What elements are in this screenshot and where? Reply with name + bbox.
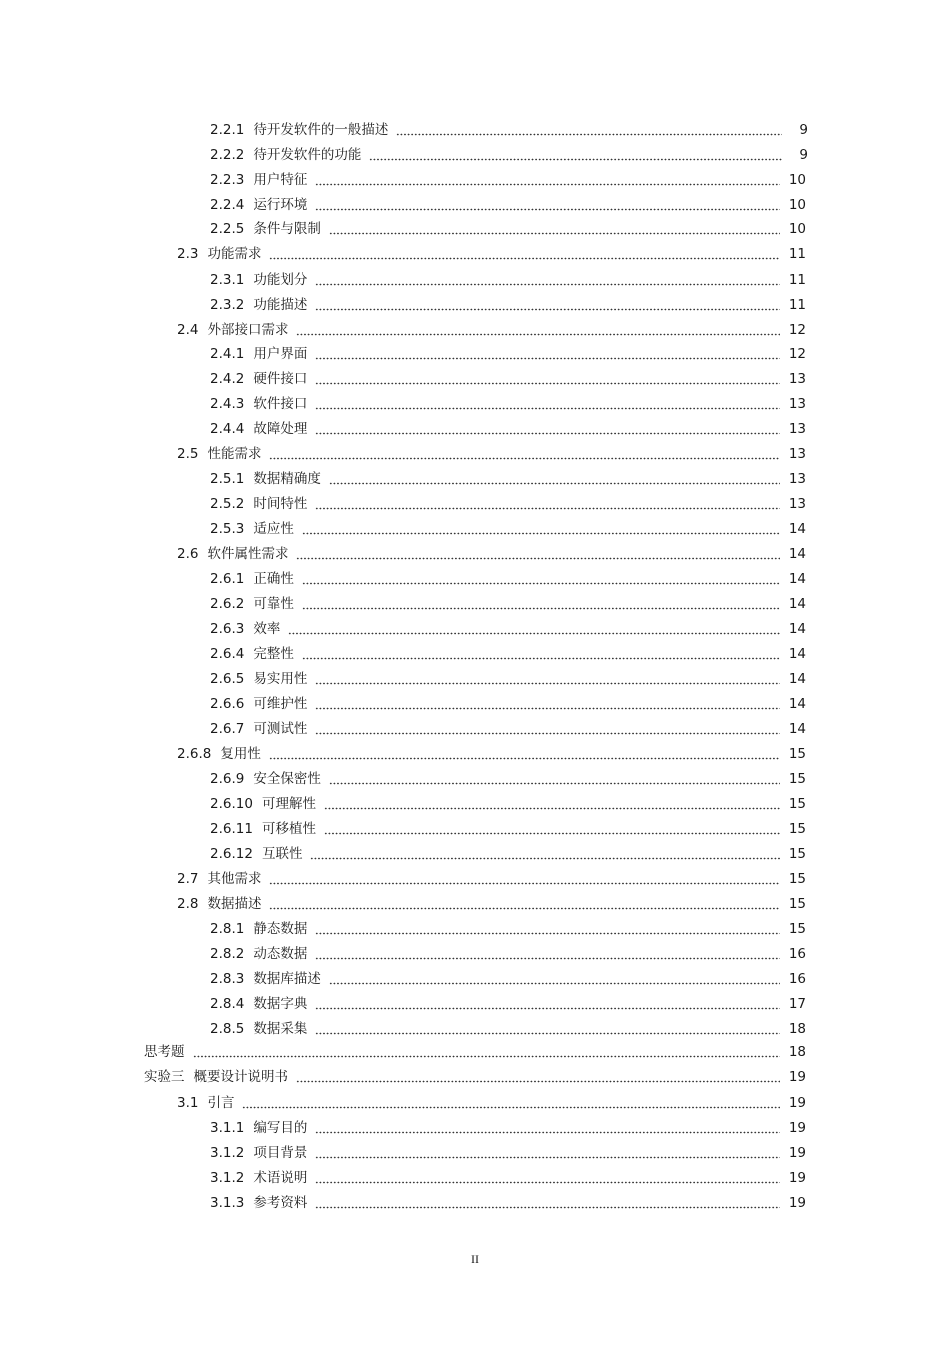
toc-entry-title: 数据采集 — [253, 1021, 308, 1037]
toc-entry[interactable] — [210, 620, 806, 638]
toc-entry-number: 2.6.11 — [210, 821, 253, 837]
toc-entry-page: 18 — [788, 1021, 806, 1037]
toc-entry-page: 14 — [788, 521, 806, 537]
toc-dot-leader — [302, 596, 780, 610]
toc-entry[interactable] — [210, 470, 806, 488]
toc-dot-leader — [315, 1120, 780, 1134]
toc-dot-leader — [315, 172, 780, 186]
toc-entry-page: 9 — [799, 122, 808, 138]
toc-entry[interactable] — [210, 770, 806, 788]
toc-dot-leader — [315, 921, 780, 935]
toc-entry-number: 2.2.4 — [210, 197, 245, 213]
toc-entry-number: 2.3 — [177, 246, 199, 262]
toc-dot-leader — [315, 996, 780, 1010]
toc-entry-page: 13 — [788, 371, 806, 387]
toc-entry-number: 2.8.2 — [210, 946, 245, 962]
toc-entry-page: 14 — [788, 546, 806, 562]
toc-dot-leader — [315, 421, 780, 435]
toc-entry-number: 2.6.4 — [210, 646, 245, 662]
toc-entry-number: 3.1.2 — [210, 1170, 245, 1186]
toc-entry-page: 15 — [788, 821, 806, 837]
toc-entry-number: 2.8.5 — [210, 1021, 245, 1037]
toc-entry-page: 15 — [788, 871, 806, 887]
toc-entry-page: 19 — [788, 1069, 806, 1085]
toc-dot-leader — [315, 1195, 780, 1209]
toc-entry-number: 2.2.3 — [210, 172, 245, 188]
toc-entry-page: 13 — [788, 396, 806, 412]
toc-dot-leader — [315, 346, 780, 360]
toc-entry[interactable] — [210, 595, 806, 613]
toc-entry-page: 11 — [788, 246, 806, 262]
toc-entry[interactable] — [210, 945, 806, 963]
toc-entry-number: 2.2.2 — [210, 147, 245, 163]
toc-entry[interactable] — [177, 545, 806, 563]
toc-entry[interactable] — [210, 1169, 806, 1187]
toc-entry-page: 19 — [788, 1170, 806, 1186]
toc-entry-title: 术语说明 — [253, 1170, 308, 1186]
toc-entry[interactable] — [210, 196, 806, 214]
toc-entry-title: 安全保密性 — [253, 771, 321, 787]
toc-entry-number: 2.6.2 — [210, 596, 245, 612]
toc-entry-page: 14 — [788, 646, 806, 662]
toc-entry-number: 2.8.3 — [210, 971, 245, 987]
toc-entry[interactable] — [177, 445, 806, 463]
toc-entry-number: 2.8 — [177, 896, 199, 912]
toc-dot-leader — [310, 846, 780, 860]
toc-entry-page: 16 — [788, 946, 806, 962]
toc-entry-title: 适应性 — [253, 521, 294, 537]
toc-entry-number: 2.6.6 — [210, 696, 245, 712]
toc-entry-number: 2.6.9 — [210, 771, 245, 787]
toc-entry[interactable] — [210, 670, 806, 688]
toc-entry[interactable] — [210, 370, 806, 388]
toc-entry-title: 其他需求 — [207, 871, 262, 887]
toc-entry[interactable] — [210, 121, 808, 139]
toc-dot-leader — [269, 246, 780, 260]
toc-dot-leader — [315, 272, 780, 286]
toc-entry-page: 14 — [788, 671, 806, 687]
toc-entry[interactable] — [177, 321, 806, 339]
toc-entry[interactable] — [210, 1144, 806, 1162]
toc-entry-title: 条件与限制 — [253, 221, 321, 237]
toc-entry-number: 2.5 — [177, 446, 199, 462]
toc-entry-title: 运行环境 — [253, 197, 308, 213]
toc-entry-page: 12 — [788, 322, 806, 338]
toc-dot-leader — [315, 396, 780, 410]
toc-entry[interactable] — [210, 495, 806, 513]
toc-dot-leader — [288, 621, 780, 635]
toc-entry-number: 2.2.5 — [210, 221, 245, 237]
toc-entry[interactable] — [177, 745, 806, 763]
toc-entry-title: 外部接口需求 — [207, 322, 289, 338]
toc-entry-page: 13 — [788, 446, 806, 462]
toc-entry-title: 动态数据 — [253, 946, 308, 962]
toc-dot-leader — [315, 297, 780, 311]
toc-entry[interactable] — [210, 146, 808, 164]
toc-entry[interactable] — [210, 970, 806, 988]
toc-entry-page: 15 — [788, 846, 806, 862]
toc-entry-number: 2.6.3 — [210, 621, 245, 637]
toc-entry-number: 2.4.2 — [210, 371, 245, 387]
toc-entry-title: 概要设计说明书 — [193, 1069, 288, 1085]
toc-entry-page: 14 — [788, 596, 806, 612]
toc-entry[interactable] — [210, 1194, 806, 1212]
toc-dot-leader — [315, 696, 780, 710]
toc-entry-number: 2.5.3 — [210, 521, 245, 537]
toc-entry-page: 13 — [788, 496, 806, 512]
toc-entry[interactable] — [177, 895, 806, 913]
toc-entry-title: 引言 — [207, 1095, 235, 1111]
toc-entry-title: 数据描述 — [207, 896, 262, 912]
toc-dot-leader — [269, 746, 780, 760]
toc-dot-leader — [324, 796, 780, 810]
toc-entry-number: 3.1 — [177, 1095, 199, 1111]
toc-dot-leader — [269, 446, 780, 460]
toc-dot-leader — [302, 646, 780, 660]
toc-entry[interactable] — [210, 520, 806, 538]
toc-entry-title: 可靠性 — [253, 596, 294, 612]
toc-entry-title: 完整性 — [253, 646, 294, 662]
toc-entry[interactable] — [210, 395, 806, 413]
toc-entry-page: 16 — [788, 971, 806, 987]
toc-entry-page: 14 — [788, 571, 806, 587]
toc-entry-page: 15 — [788, 896, 806, 912]
toc-entry-page: 19 — [788, 1145, 806, 1161]
toc-dot-leader — [315, 1170, 780, 1184]
toc-entry-page: 19 — [788, 1195, 806, 1211]
toc-dot-leader — [329, 221, 780, 235]
toc-dot-leader — [369, 147, 782, 161]
toc-entry-number: 2.4.1 — [210, 346, 245, 362]
toc-dot-leader — [324, 821, 780, 835]
toc-entry-title: 效率 — [253, 621, 281, 637]
toc-entry-number: 3.1.2 — [210, 1145, 245, 1161]
toc-entry[interactable] — [210, 220, 806, 238]
toc-entry-number: 2.8.1 — [210, 921, 245, 937]
toc-dot-leader — [315, 671, 780, 685]
toc-entry[interactable] — [210, 820, 806, 838]
toc-entry-number: 2.4.4 — [210, 421, 245, 437]
toc-entry-title: 正确性 — [253, 571, 294, 587]
toc-entry-page: 13 — [788, 471, 806, 487]
toc-entry-number: 2.3.1 — [210, 272, 245, 288]
toc-entry-number: 2.6 — [177, 546, 199, 562]
toc-dot-leader — [315, 1021, 780, 1035]
toc-entry-number: 2.4 — [177, 322, 199, 338]
toc-entry-number: 2.5.1 — [210, 471, 245, 487]
toc-entry-title: 编写目的 — [253, 1120, 308, 1136]
toc-entry-page: 13 — [788, 421, 806, 437]
toc-entry-number: 2.7 — [177, 871, 199, 887]
toc-entry-page: 15 — [788, 771, 806, 787]
toc-entry-title: 功能划分 — [253, 272, 308, 288]
toc-entry-title: 互联性 — [261, 846, 303, 862]
toc-entry-page: 17 — [788, 996, 806, 1012]
toc-entry-title: 软件接口 — [253, 396, 308, 412]
toc-entry[interactable] — [210, 345, 806, 363]
toc-entry-number: 实验三 — [144, 1069, 185, 1085]
toc-dot-leader — [315, 496, 780, 510]
toc-entry[interactable] — [210, 645, 806, 663]
toc-dot-leader — [193, 1044, 781, 1058]
toc-entry[interactable] — [210, 171, 806, 189]
toc-entry-number: 2.6.5 — [210, 671, 245, 687]
toc-entry-number: 2.8.4 — [210, 996, 245, 1012]
toc-entry-title: 时间特性 — [253, 496, 308, 512]
toc-entry-number: 2.5.2 — [210, 496, 245, 512]
toc-entry-title: 可移植性 — [261, 821, 316, 837]
toc-dot-leader — [396, 122, 782, 136]
toc-entry-title: 软件属性需求 — [207, 546, 289, 562]
toc-entry-title: 可理解性 — [261, 796, 316, 812]
toc-entry-title: 功能需求 — [207, 246, 262, 262]
toc-dot-leader — [315, 371, 780, 385]
toc-entry-page: 15 — [788, 796, 806, 812]
toc-entry-title: 硬件接口 — [253, 371, 308, 387]
toc-entry-number: 3.1.3 — [210, 1195, 245, 1211]
toc-entry-page: 10 — [788, 172, 806, 188]
toc-entry[interactable] — [210, 845, 806, 863]
toc-entry-title: 用户界面 — [253, 346, 308, 362]
toc-entry-page: 14 — [788, 721, 806, 737]
toc-entry[interactable] — [210, 795, 806, 813]
toc-entry-title: 数据字典 — [253, 996, 308, 1012]
toc-entry-number: 2.6.7 — [210, 721, 245, 737]
toc-dot-leader — [329, 971, 780, 985]
toc-dot-leader — [315, 721, 780, 735]
toc-entry-page: 11 — [788, 272, 806, 288]
toc-entry-title: 静态数据 — [253, 921, 308, 937]
toc-entry[interactable] — [177, 245, 806, 263]
toc-entry-page: 19 — [788, 1120, 806, 1136]
toc-dot-leader — [302, 521, 780, 535]
toc-entry[interactable] — [210, 296, 806, 314]
toc-entry-number: 2.4.3 — [210, 396, 245, 412]
toc-entry-title: 功能描述 — [253, 297, 308, 313]
toc-entry-number: 3.1.1 — [210, 1120, 245, 1136]
toc-entry-number: 2.6.12 — [210, 846, 253, 862]
toc-entry[interactable] — [210, 995, 806, 1013]
toc-entry-title: 参考资料 — [253, 1195, 308, 1211]
toc-entry[interactable] — [177, 870, 806, 888]
toc-entry-page: 18 — [788, 1044, 806, 1060]
toc-entry-page: 15 — [788, 746, 806, 762]
toc-dot-leader — [315, 946, 780, 960]
toc-dot-leader — [329, 771, 780, 785]
toc-dot-leader — [296, 546, 780, 560]
toc-entry-page: 15 — [788, 921, 806, 937]
toc-entry-title: 思考题 — [144, 1044, 185, 1060]
toc-dot-leader — [296, 322, 780, 336]
toc-dot-leader — [269, 896, 780, 910]
toc-entry-title: 易实用性 — [253, 671, 308, 687]
toc-entry-title: 故障处理 — [253, 421, 308, 437]
toc-entry-page: 14 — [788, 621, 806, 637]
toc-entry-page: 12 — [788, 346, 806, 362]
toc-entry-title: 待开发软件的一般描述 — [253, 122, 389, 138]
toc-entry-title: 性能需求 — [207, 446, 262, 462]
toc-entry[interactable] — [210, 920, 806, 938]
page-number: II — [471, 1252, 479, 1266]
toc-entry[interactable] — [210, 570, 806, 588]
toc-entry[interactable] — [210, 720, 806, 738]
toc-entry-title: 可维护性 — [253, 696, 308, 712]
toc-entry-title: 可测试性 — [253, 721, 308, 737]
toc-entry[interactable] — [210, 420, 806, 438]
toc-entry-title: 数据库描述 — [253, 971, 321, 987]
toc-entry-page: 10 — [788, 221, 806, 237]
toc-entry-page: 9 — [799, 147, 808, 163]
toc-entry-number: 2.3.2 — [210, 297, 245, 313]
toc-entry[interactable] — [210, 1119, 806, 1137]
toc-dot-leader — [242, 1095, 780, 1109]
toc-entry[interactable] — [210, 271, 806, 289]
toc-dot-leader — [269, 871, 780, 885]
toc-entry-title: 项目背景 — [253, 1145, 308, 1161]
toc-dot-leader — [315, 1145, 780, 1159]
toc-entry-page: 10 — [788, 197, 806, 213]
toc-entry-page: 11 — [788, 297, 806, 313]
toc-entry-number: 2.6.1 — [210, 571, 245, 587]
toc-entry-title: 用户特征 — [253, 172, 308, 188]
toc-entry-number: 2.2.1 — [210, 122, 245, 138]
toc-entry[interactable] — [177, 1094, 806, 1112]
toc-dot-leader — [315, 197, 780, 211]
toc-entry-number: 2.6.8 — [177, 746, 212, 762]
toc-dot-leader — [329, 471, 780, 485]
toc-entry[interactable] — [210, 1020, 806, 1038]
toc-entry-title: 复用性 — [220, 746, 261, 762]
toc-entry-title: 数据精确度 — [253, 471, 321, 487]
toc-entry[interactable] — [144, 1043, 806, 1061]
toc-entry-title: 待开发软件的功能 — [253, 147, 362, 163]
toc-entry-page: 19 — [788, 1095, 806, 1111]
toc-entry-page: 14 — [788, 696, 806, 712]
toc-entry-number: 2.6.10 — [210, 796, 253, 812]
toc-entry[interactable] — [144, 1068, 806, 1086]
toc-dot-leader — [302, 571, 780, 585]
toc-dot-leader — [296, 1069, 780, 1083]
toc-entry[interactable] — [210, 695, 806, 713]
